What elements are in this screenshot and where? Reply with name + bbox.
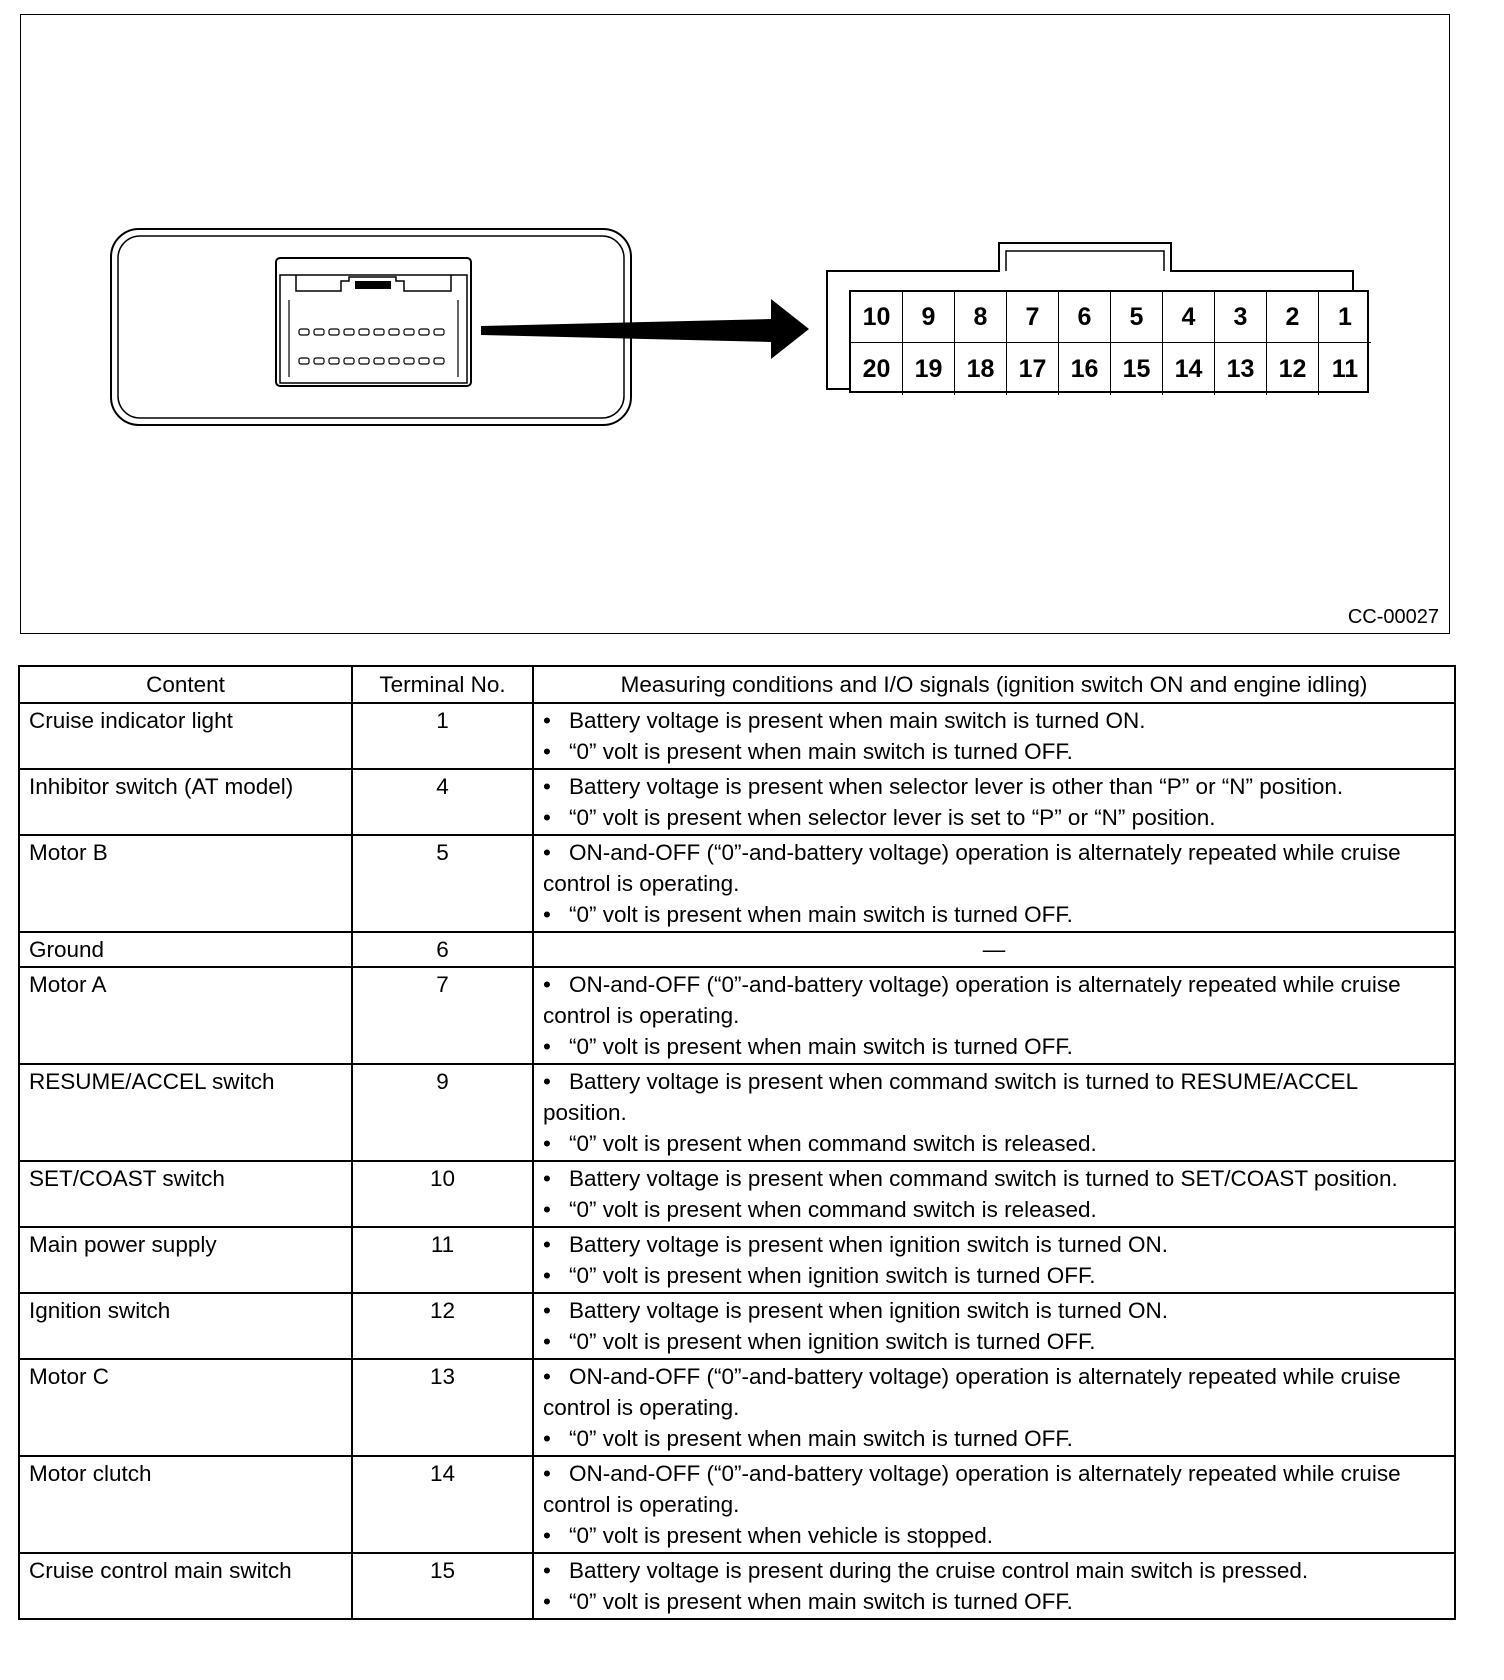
signal-cell bbox=[533, 1227, 1455, 1293]
content-cell: Main power supply bbox=[19, 1227, 352, 1293]
content-cell: Ground bbox=[19, 932, 352, 967]
header-content: Content bbox=[19, 666, 352, 703]
content-cell: Cruise control main switch bbox=[19, 1553, 352, 1619]
content-cell: Cruise indicator light bbox=[19, 703, 352, 769]
table-row bbox=[19, 1161, 1455, 1227]
bullet-icon: • bbox=[543, 1263, 551, 1288]
signal-cell bbox=[533, 769, 1455, 835]
content-cell: SET/COAST switch bbox=[19, 1161, 352, 1227]
signal-cell bbox=[533, 1553, 1455, 1619]
signal-text: “0” volt is present when main switch is turned OFF. bbox=[569, 1426, 1073, 1451]
signal-cell bbox=[533, 1064, 1455, 1161]
signal-cell bbox=[533, 1359, 1455, 1456]
terminal-number-cell: 13 bbox=[352, 1359, 533, 1456]
connector-pin: 5 bbox=[1111, 292, 1163, 343]
signal-line bbox=[543, 1260, 1445, 1291]
table-row bbox=[19, 769, 1455, 835]
signal-line bbox=[543, 1586, 1445, 1617]
connector-pin: 7 bbox=[1007, 292, 1059, 343]
header-measuring-conditions: Measuring conditions and I/O signals (ignition switch ON and engine idling) bbox=[533, 666, 1455, 703]
bullet-icon: • bbox=[543, 708, 551, 733]
terminal-number-cell: 9 bbox=[352, 1064, 533, 1161]
table-row bbox=[19, 967, 1455, 1064]
connector-pin: 1 bbox=[1319, 292, 1371, 343]
bullet-icon: • bbox=[543, 1364, 551, 1389]
bullet-icon: • bbox=[543, 972, 551, 997]
connector-pin: 16 bbox=[1059, 343, 1111, 395]
table-row bbox=[19, 703, 1455, 769]
connector-pin-slots bbox=[299, 329, 444, 364]
content-cell: Motor B bbox=[19, 835, 352, 932]
signal-line bbox=[543, 1295, 1445, 1326]
table-row bbox=[19, 835, 1455, 932]
connector-pin: 2 bbox=[1267, 292, 1319, 343]
terminal-number-cell: 15 bbox=[352, 1553, 533, 1619]
connector-pin: 11 bbox=[1331, 354, 1359, 383]
signal-text: “0” volt is present when main switch is turned OFF. bbox=[569, 739, 1073, 764]
terminal-number-cell: 11 bbox=[352, 1227, 533, 1293]
signal-line bbox=[543, 736, 1445, 767]
signal-cell bbox=[533, 967, 1455, 1064]
table-row bbox=[19, 1293, 1455, 1359]
bullet-icon: • bbox=[543, 1232, 551, 1257]
bullet-icon: • bbox=[543, 902, 551, 927]
connector-pin: 3 bbox=[1215, 292, 1267, 343]
signal-line bbox=[543, 1326, 1445, 1357]
connector-pin: 10 bbox=[851, 292, 903, 343]
connector-pin: 8 bbox=[955, 292, 1007, 343]
signal-line bbox=[543, 1423, 1445, 1454]
signal-text: Battery voltage is present when main switch is turned ON. bbox=[569, 708, 1146, 733]
bullet-icon: • bbox=[543, 1131, 551, 1156]
bullet-icon: • bbox=[543, 774, 551, 799]
signal-cell: — bbox=[533, 932, 1455, 967]
terminal-number-cell: 7 bbox=[352, 967, 533, 1064]
table-row bbox=[19, 932, 1455, 967]
connector-pin: 17 bbox=[1007, 343, 1059, 395]
terminal-spec-table bbox=[18, 665, 1456, 1620]
content-cell: RESUME/ACCEL switch bbox=[19, 1064, 352, 1161]
bullet-icon: • bbox=[543, 1329, 551, 1354]
signal-cell bbox=[533, 1456, 1455, 1553]
signal-cell bbox=[533, 1161, 1455, 1227]
signal-line bbox=[543, 705, 1445, 736]
bullet-icon: • bbox=[543, 840, 551, 865]
bullet-icon: • bbox=[543, 1197, 551, 1222]
terminal-number-cell: 12 bbox=[352, 1293, 533, 1359]
signal-text: ON-and-OFF (“0”-and-battery voltage) operation is alternately repeated while cruise control is operating. bbox=[543, 1364, 1401, 1420]
table-row bbox=[19, 1359, 1455, 1456]
terminal-number-cell: 6 bbox=[352, 932, 533, 967]
signal-text: Battery voltage is present when command switch is turned to RESUME/ACCEL position. bbox=[543, 1069, 1358, 1125]
signal-text: ON-and-OFF (“0”-and-battery voltage) operation is alternately repeated while cruise control is operating. bbox=[543, 840, 1401, 896]
signal-line bbox=[543, 1163, 1445, 1194]
connector-pin: 20 bbox=[851, 343, 903, 395]
signal-line bbox=[543, 1361, 1445, 1423]
signal-cell bbox=[533, 1293, 1455, 1359]
connector-pin-layout bbox=[849, 290, 1369, 393]
signal-text: ON-and-OFF (“0”-and-battery voltage) operation is alternately repeated while cruise control is operating. bbox=[543, 972, 1401, 1028]
terminal-number-cell: 5 bbox=[352, 835, 533, 932]
signal-text: “0” volt is present when command switch is released. bbox=[569, 1131, 1097, 1156]
connector-pin: 12 bbox=[1267, 343, 1319, 395]
bullet-icon: • bbox=[543, 1523, 551, 1548]
signal-text: “0” volt is present when command switch is released. bbox=[569, 1197, 1097, 1222]
table-row bbox=[19, 1064, 1455, 1161]
content-cell: Inhibitor switch (AT model) bbox=[19, 769, 352, 835]
signal-line bbox=[543, 1031, 1445, 1062]
connector-pin: 14 bbox=[1163, 343, 1215, 395]
header-terminal-no: Terminal No. bbox=[352, 666, 533, 703]
terminal-number-cell: 10 bbox=[352, 1161, 533, 1227]
signal-line bbox=[543, 1128, 1445, 1159]
signal-line bbox=[543, 1458, 1445, 1520]
content-cell: Motor A bbox=[19, 967, 352, 1064]
signal-text: Battery voltage is present when ignition switch is turned ON. bbox=[569, 1298, 1169, 1323]
connector-pin: 9 bbox=[903, 292, 955, 343]
content-cell: Motor C bbox=[19, 1359, 352, 1456]
signal-text: Battery voltage is present when ignition switch is turned ON. bbox=[569, 1232, 1169, 1257]
bullet-icon: • bbox=[543, 1589, 551, 1614]
connector-pin: 4 bbox=[1163, 292, 1215, 343]
signal-cell bbox=[533, 703, 1455, 769]
bullet-icon: • bbox=[543, 1298, 551, 1323]
signal-text: “0” volt is present when ignition switch is turned OFF. bbox=[569, 1263, 1096, 1288]
signal-text: “0” volt is present when main switch is turned OFF. bbox=[569, 1034, 1073, 1059]
table-header-row bbox=[19, 666, 1455, 703]
signal-line bbox=[543, 802, 1445, 833]
signal-text: Battery voltage is present during the cruise control main switch is pressed. bbox=[569, 1558, 1309, 1583]
signal-text: Battery voltage is present when command switch is turned to SET/COAST position. bbox=[569, 1166, 1398, 1191]
signal-line bbox=[543, 1555, 1445, 1586]
connector-pin: 6 bbox=[1059, 292, 1111, 343]
table-row bbox=[19, 1456, 1455, 1553]
connector-pin: 19 bbox=[903, 343, 955, 395]
content-cell: Motor clutch bbox=[19, 1456, 352, 1553]
signal-line bbox=[543, 969, 1445, 1031]
bullet-icon: • bbox=[543, 1426, 551, 1451]
arrow-right-icon bbox=[481, 299, 809, 359]
connector-pin: 13 bbox=[1215, 343, 1267, 395]
table-row bbox=[19, 1553, 1455, 1619]
connector-pin: 18 bbox=[955, 343, 1007, 395]
terminal-number-cell: 1 bbox=[352, 703, 533, 769]
terminal-number-cell: 4 bbox=[352, 769, 533, 835]
signal-text: Battery voltage is present when selector lever is other than “P” or “N” position. bbox=[569, 774, 1344, 799]
signal-cell bbox=[533, 835, 1455, 932]
connector-figure bbox=[20, 14, 1450, 634]
signal-text: “0” volt is present when vehicle is stopped. bbox=[569, 1523, 993, 1548]
signal-line bbox=[543, 1194, 1445, 1225]
signal-line bbox=[543, 771, 1445, 802]
signal-text: “0” volt is present when main switch is turned OFF. bbox=[569, 902, 1073, 927]
signal-line bbox=[543, 1520, 1445, 1551]
signal-line bbox=[543, 837, 1445, 899]
signal-text: ON-and-OFF (“0”-and-battery voltage) operation is alternately repeated while cruise control is operating. bbox=[543, 1461, 1401, 1517]
signal-text: “0” volt is present when ignition switch is turned OFF. bbox=[569, 1329, 1096, 1354]
bullet-icon: • bbox=[543, 1069, 551, 1094]
bullet-icon: • bbox=[543, 1558, 551, 1583]
bullet-icon: • bbox=[543, 1034, 551, 1059]
signal-line bbox=[543, 1066, 1445, 1128]
terminal-number-cell: 14 bbox=[352, 1456, 533, 1553]
signal-text: “0” volt is present when selector lever is set to “P” or “N” position. bbox=[569, 805, 1216, 830]
bullet-icon: • bbox=[543, 805, 551, 830]
bullet-icon: • bbox=[543, 1166, 551, 1191]
connector-pin: 15 bbox=[1111, 343, 1163, 395]
signal-line bbox=[543, 899, 1445, 930]
signal-text: “0” volt is present when main switch is turned OFF. bbox=[569, 1589, 1073, 1614]
bullet-icon: • bbox=[543, 739, 551, 764]
figure-id-label: CC-00027 bbox=[1347, 606, 1439, 628]
table-row bbox=[19, 1227, 1455, 1293]
content-cell: Ignition switch bbox=[19, 1293, 352, 1359]
signal-line bbox=[543, 1229, 1445, 1260]
bullet-icon: • bbox=[543, 1461, 551, 1486]
